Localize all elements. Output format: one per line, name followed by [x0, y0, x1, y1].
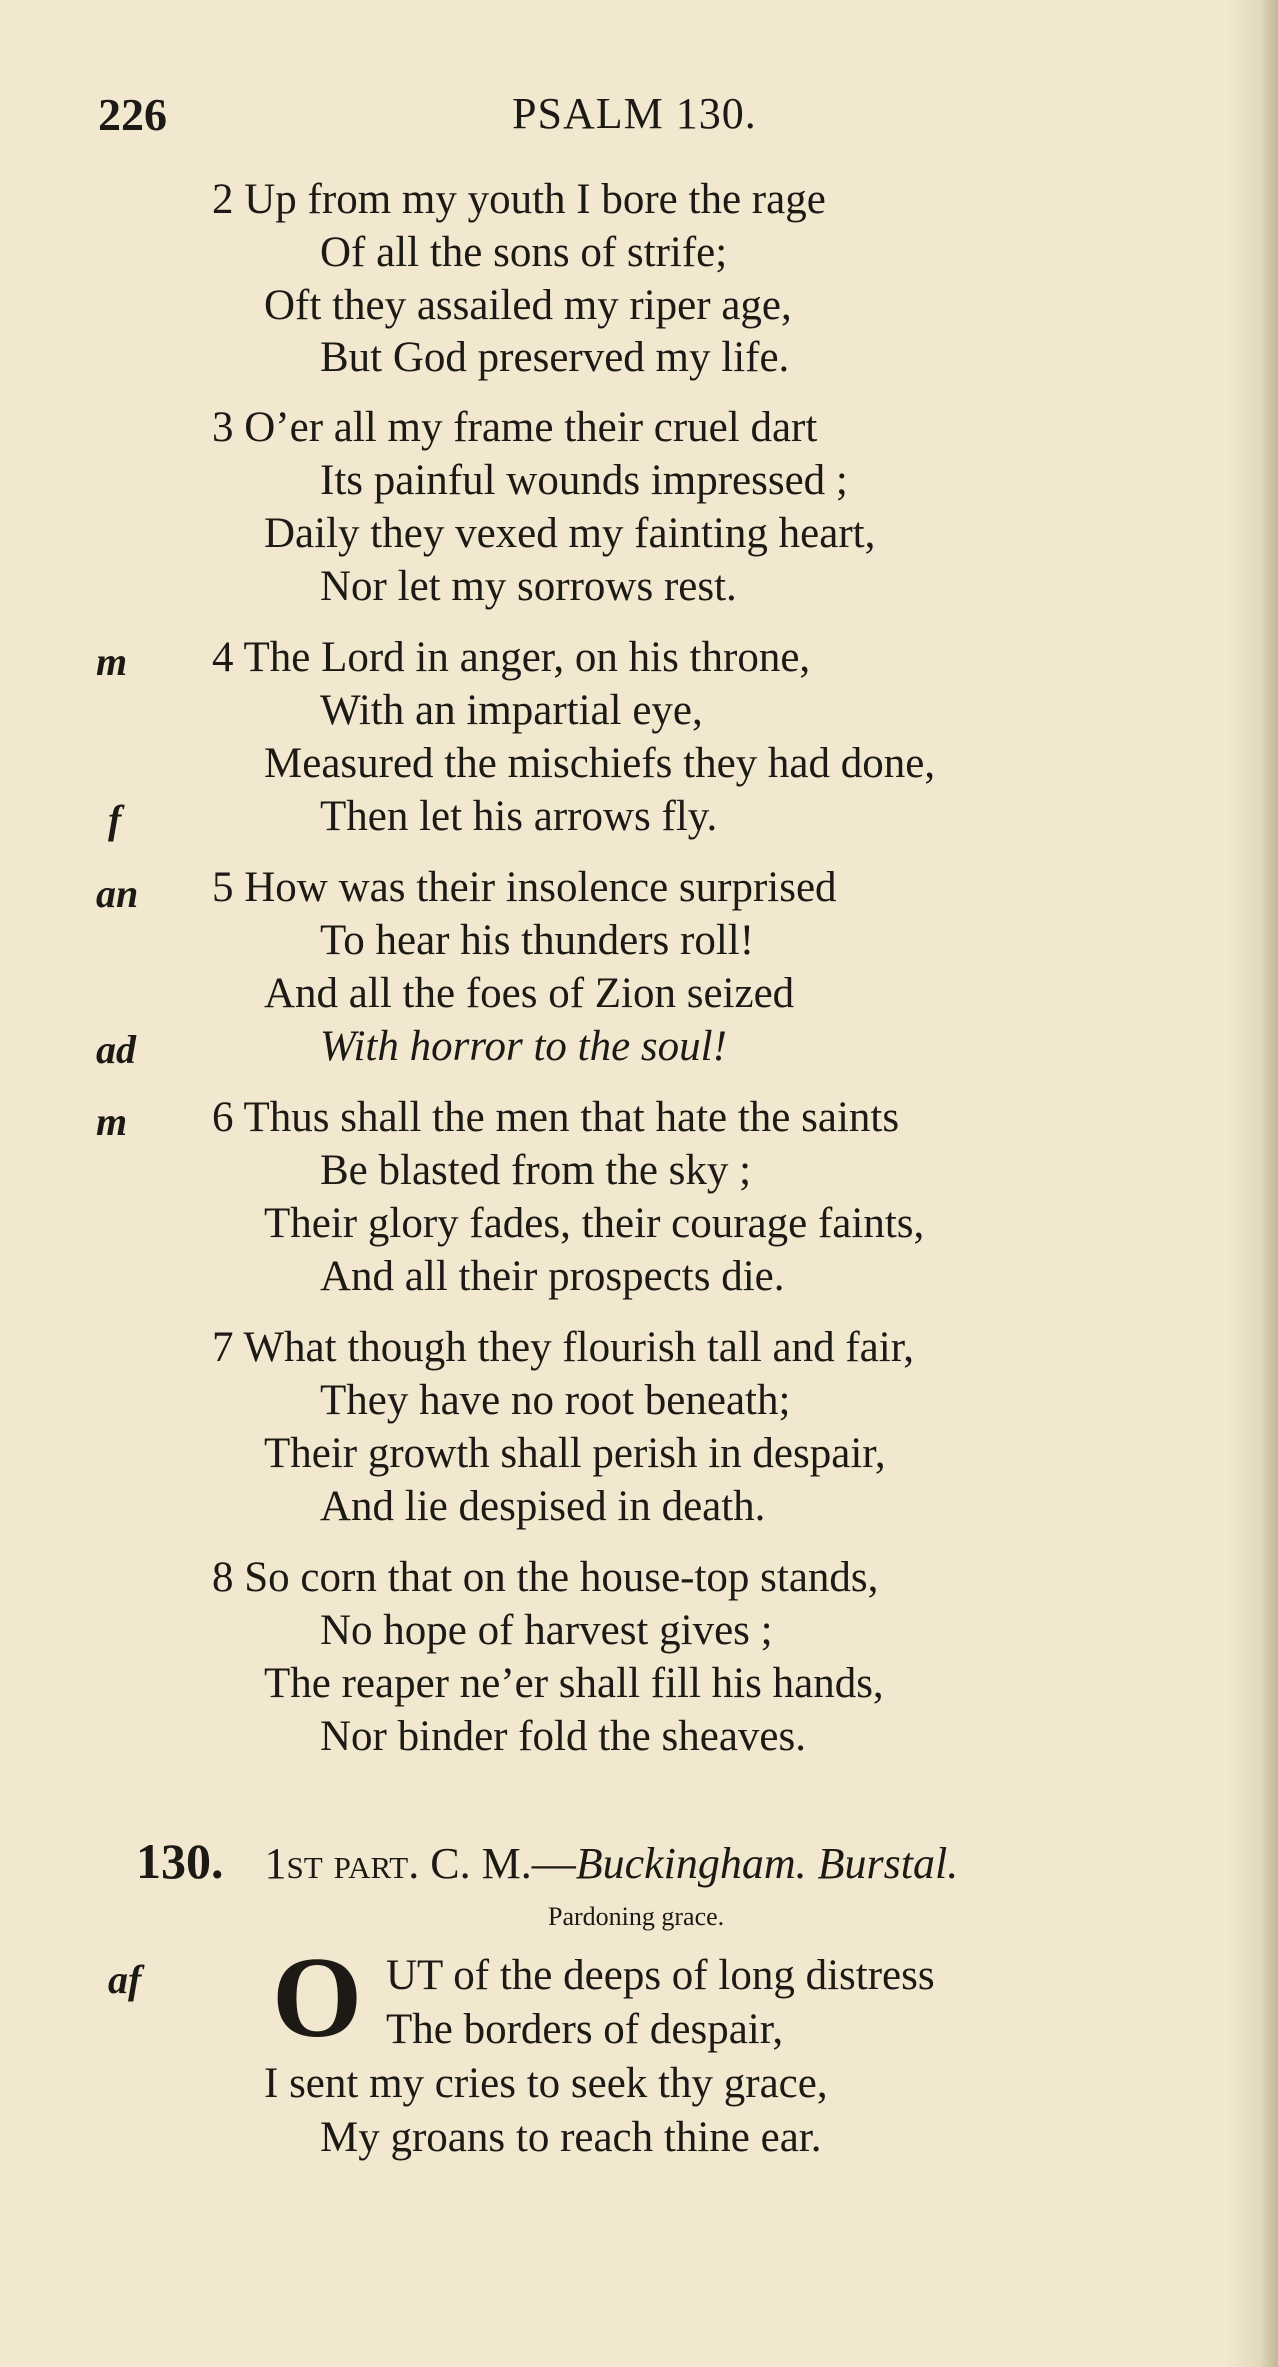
verse-7-line-4: And lie despised in death.: [320, 1483, 766, 1530]
hymn-tunes: Buckingham. Burstal.: [575, 1839, 959, 1888]
verse-8-line-2: No hope of harvest gives ;: [320, 1607, 773, 1654]
verse-6-line-3: Their glory fades, their courage faints,: [264, 1200, 925, 1247]
verse-4-line-4: Then let his arrows fly.: [320, 793, 718, 840]
verse-2-line-1: 2 Up from my youth I bore the rage: [212, 176, 826, 223]
margin-mark-af: af: [108, 1957, 142, 2002]
verse-4-line-2: With an impartial eye,: [320, 687, 703, 734]
margin-mark-an: an: [96, 871, 139, 916]
running-title: PSALM 130.: [512, 89, 757, 138]
verse-7-line-3: Their growth shall perish in despair,: [264, 1430, 886, 1477]
page-header: [98, 88, 1198, 148]
verse-5-line-3: And all the foes of Zion seized: [264, 970, 795, 1017]
hymn-line-1: UT of the deeps of long distress: [386, 1952, 935, 1999]
page-edge-shadow: [1260, 0, 1278, 2367]
verse-6-line-4: And all their prospects die.: [320, 1253, 785, 1300]
verse-7-line-1: 7 What though they flourish tall and fair,: [212, 1324, 915, 1371]
hymn-line-3: I sent my cries to seek thy grace,: [264, 2060, 828, 2107]
verse-5-line-4: With horror to the soul!: [320, 1023, 727, 1070]
hymn-line-4: My groans to reach thine ear.: [320, 2114, 822, 2161]
page-number: 226: [98, 89, 167, 140]
verse-4-line-1: 4 The Lord in anger, on his throne,: [212, 634, 811, 681]
hymn-line-2: The borders of despair,: [386, 2006, 784, 2053]
verse-3-line-3: Daily they vexed my fainting heart,: [264, 510, 876, 557]
hymn-subtitle: Pardoning grace.: [548, 1902, 725, 1931]
hymn-meter: C. M.—: [430, 1839, 576, 1888]
verse-2-line-4: But God preserved my life.: [320, 334, 790, 381]
margin-mark-m: m: [96, 639, 128, 684]
hymn-number: 130.: [136, 1833, 224, 1889]
margin-mark-f: f: [108, 797, 122, 842]
verse-8-line-3: The reaper ne’er shall fill his hands,: [264, 1660, 884, 1707]
verse-3-line-1: 3 O’er all my frame their cruel dart: [212, 404, 818, 451]
margin-mark-ad: ad: [96, 1027, 136, 1072]
verse-6-line-1: 6 Thus shall the men that hate the saints: [212, 1094, 900, 1141]
verse-5-line-1: 5 How was their insolence surprised: [212, 864, 837, 911]
drop-cap: O: [272, 1934, 363, 2062]
verse-8-line-1: 8 So corn that on the house-top stands,: [212, 1554, 879, 1601]
verse-2-line-3: Oft they assailed my riper age,: [264, 282, 792, 329]
verse-7-line-2: They have no root beneath;: [320, 1377, 791, 1424]
hymn-part: 1st part.: [264, 1839, 420, 1888]
verse-3-line-2: Its painful wounds impressed ;: [320, 457, 848, 504]
verse-8-line-4: Nor binder fold the sheaves.: [320, 1713, 806, 1760]
verse-5-line-2: To hear his thunders roll!: [320, 917, 755, 964]
verse-3-line-4: Nor let my sorrows rest.: [320, 563, 737, 610]
verse-4-line-3: Measured the mischiefs they had done,: [264, 740, 936, 787]
hymn-heading: [136, 1832, 958, 1890]
verse-2-line-2: Of all the sons of strife;: [320, 229, 728, 276]
verse-6-line-2: Be blasted from the sky ;: [320, 1147, 752, 1194]
margin-mark-m-2: m: [96, 1099, 128, 1144]
